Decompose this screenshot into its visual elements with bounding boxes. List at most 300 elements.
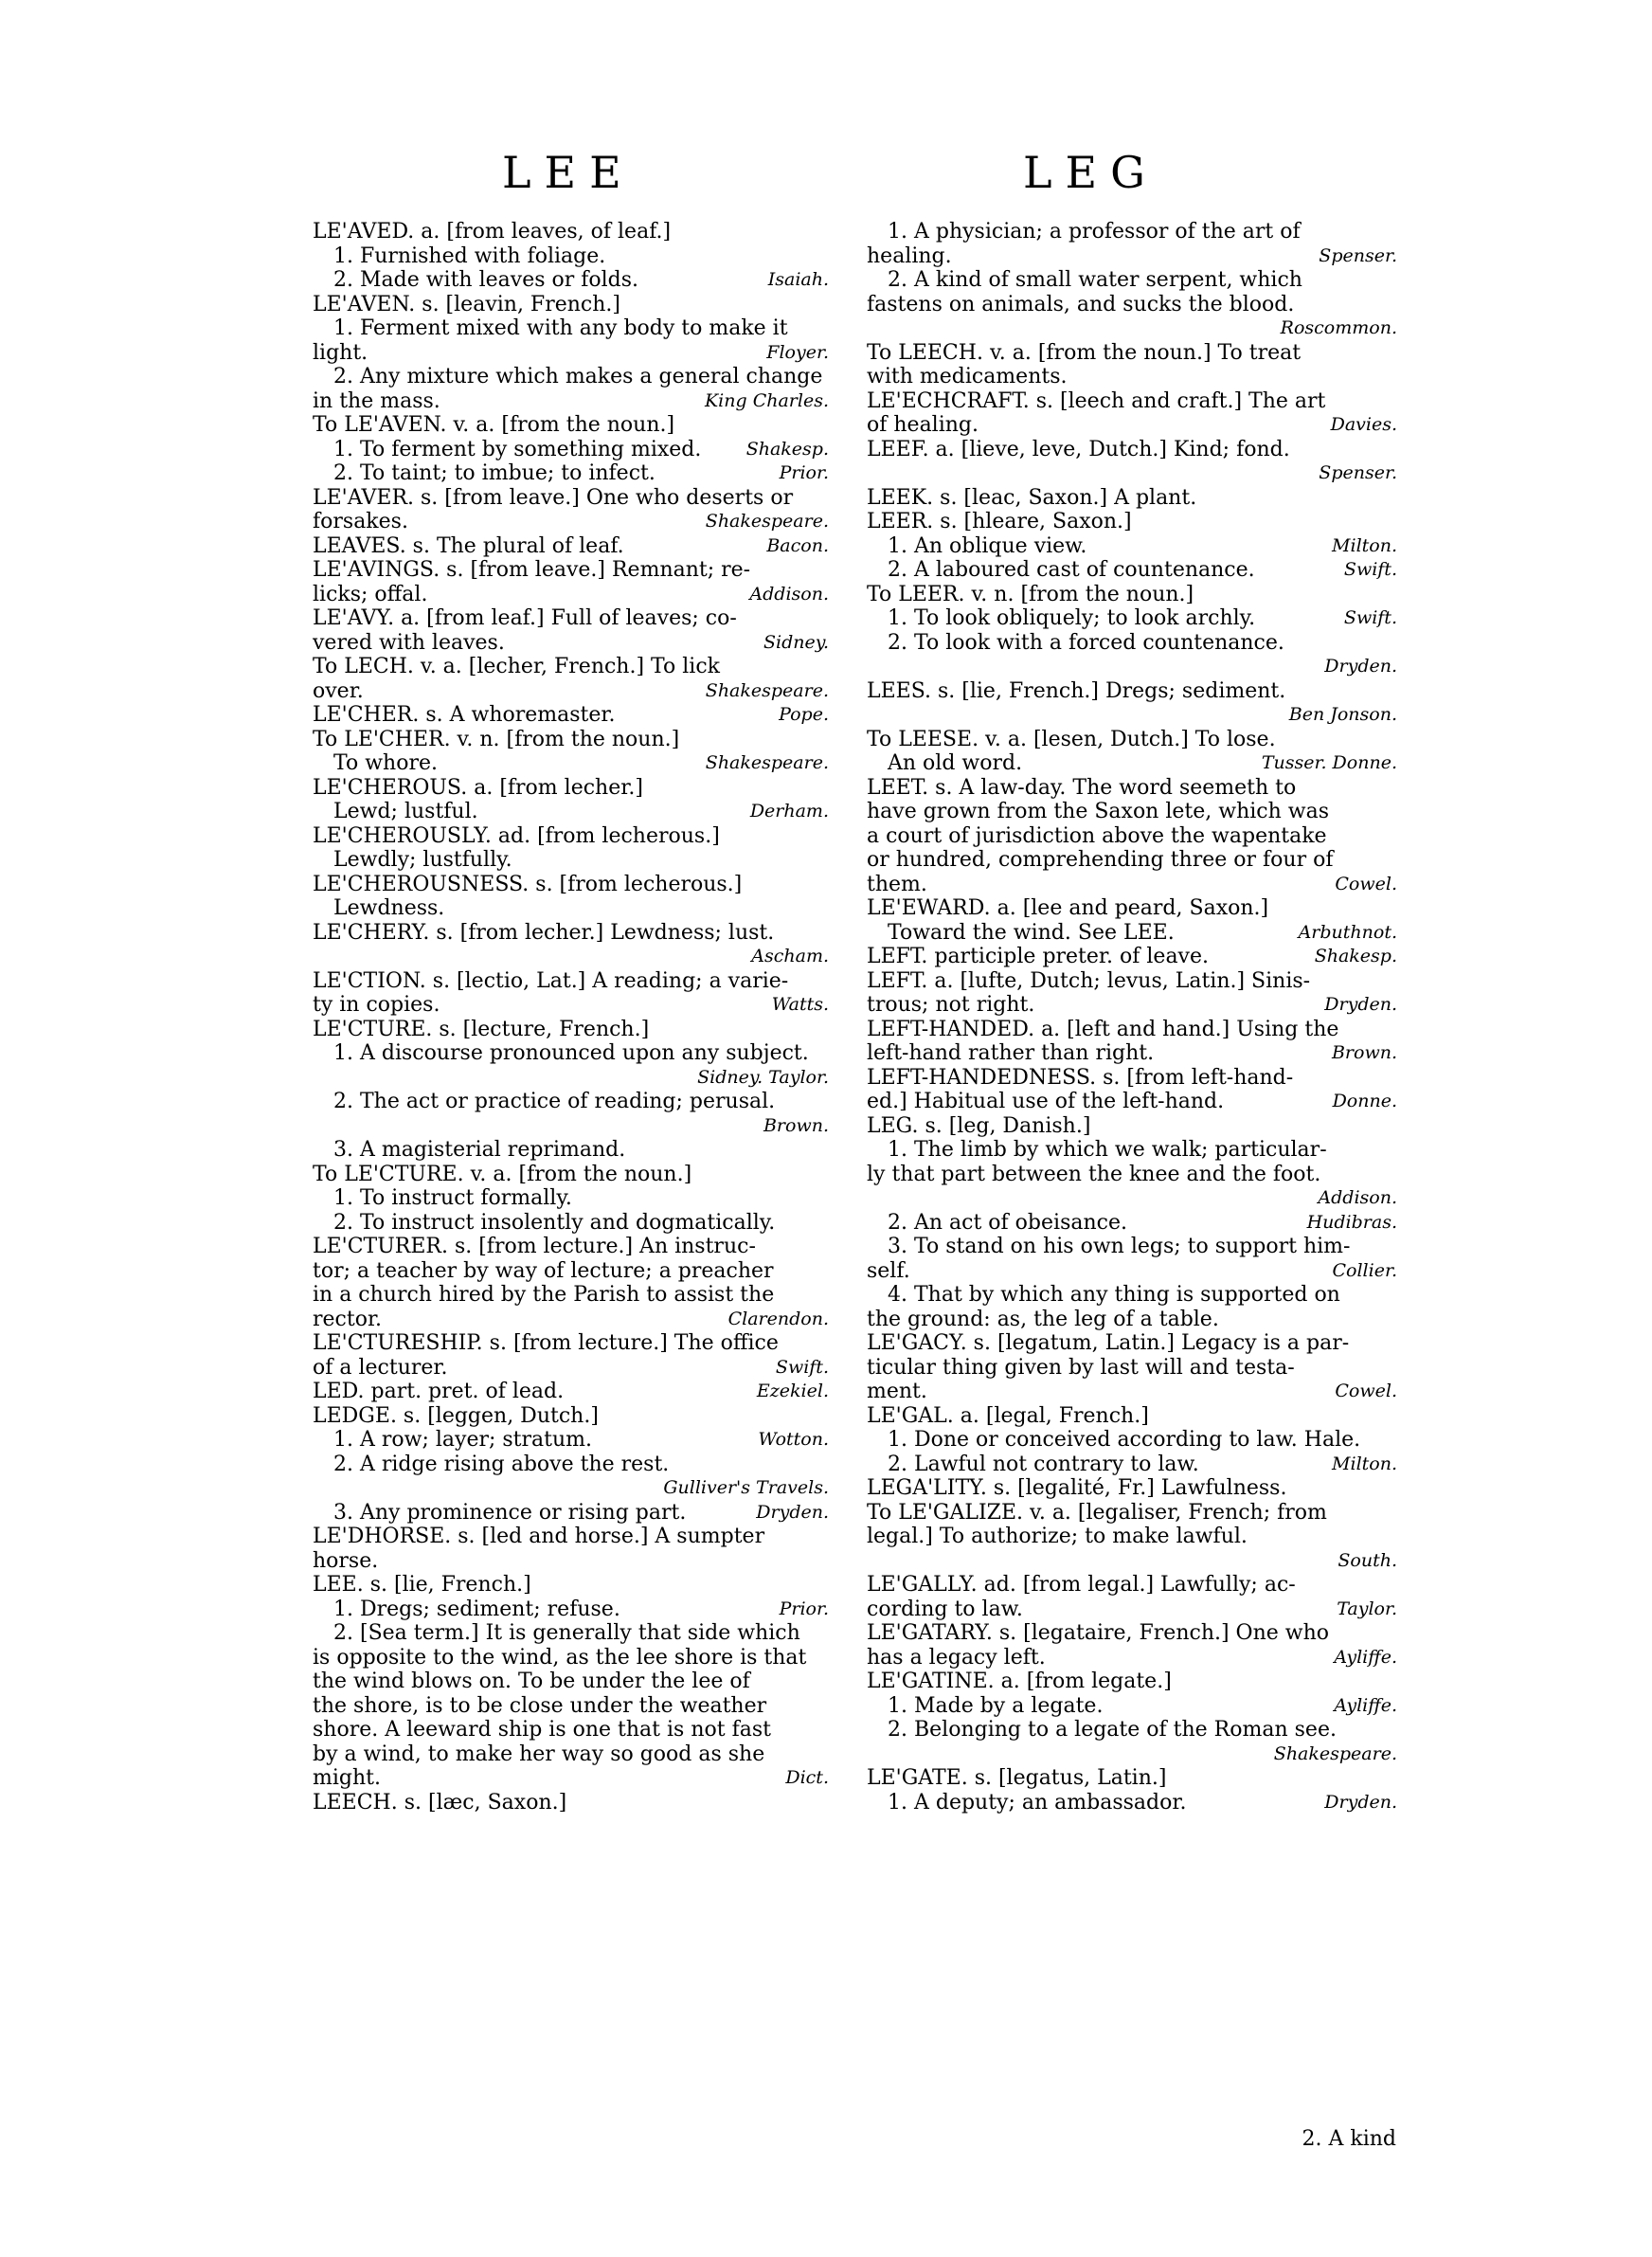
dictionary-line (867, 341, 1397, 366)
entry-text: ment. (867, 1380, 927, 1403)
dictionary-line (867, 1476, 1397, 1501)
entry-text: LE'CTION. s. [lectio, Lat.] A reading; a varie- (313, 968, 789, 993)
entry-text: them. (867, 872, 927, 896)
dictionary-line (867, 800, 1397, 824)
entry-text: LE'CTURER. s. [from lecture.] An instruc- (313, 1235, 756, 1258)
dictionary-line (867, 293, 1397, 317)
entry-text: vered with leaves. (313, 630, 505, 655)
entry-text: LE'AVINGS. s. [from leave.] Remnant; re- (313, 558, 751, 582)
dictionary-line (313, 1525, 829, 1549)
dictionary-line (867, 1041, 1397, 1066)
dictionary-line (313, 1163, 829, 1187)
dictionary-line (867, 1428, 1397, 1453)
citation-source: Floyer. (766, 341, 829, 363)
entry-text: Lewdly; lustfully. (333, 848, 512, 872)
entry-text: 1. A deputy; an ambassador. (888, 1790, 1187, 1815)
entry-text: LED. part. pret. of lead. (313, 1380, 565, 1403)
dictionary-line (867, 679, 1397, 704)
dictionary-line (313, 1211, 829, 1236)
entry-text: LE'AVED. a. [from leaves, of leaf.] (313, 220, 672, 244)
dictionary-line (867, 1018, 1397, 1042)
citation-source: Donne. (1332, 1091, 1397, 1111)
dictionary-line (313, 873, 829, 897)
entry-text: LEFT-HANDEDNESS. s. [from left-hand- (867, 1065, 1294, 1090)
dictionary-line (313, 389, 829, 414)
dictionary-line (867, 1501, 1397, 1526)
dictionary-line (867, 316, 1397, 341)
citation-source: Pope. (779, 704, 829, 725)
entry-text: have grown from the Saxon lete, which was (867, 800, 1330, 823)
dictionary-line (867, 1186, 1397, 1211)
entry-text: LEDGE. s. [leggen, Dutch.] (313, 1403, 599, 1428)
entry-text: or hundred, comprehending three or four of (867, 848, 1334, 872)
dictionary-line (313, 558, 829, 583)
left-column (313, 220, 829, 1815)
entry-text: 2. Lawful not contrary to law. (888, 1452, 1199, 1476)
dictionary-line (867, 1718, 1397, 1742)
entry-text: 2. An act of obeisance. (888, 1210, 1127, 1235)
dictionary-line (313, 1501, 829, 1526)
citation-source: Brown. (1331, 1042, 1397, 1063)
entry-text: LE'CTURE. s. [lecture, French.] (313, 1017, 650, 1041)
entry-text: To whore. (333, 751, 438, 775)
dictionary-line (867, 558, 1397, 583)
entry-text: LEEK. s. [leac, Saxon.] A plant. (867, 485, 1197, 510)
dictionary-line (313, 631, 829, 656)
dictionary-line (313, 1476, 829, 1501)
citation-source: Sidney. (763, 631, 829, 653)
citation-source: Hudibras. (1306, 1211, 1397, 1233)
entry-text: 1. To ferment by something mixed. (333, 437, 702, 461)
entry-text: 1. The limb by which we walk; particular- (888, 1138, 1327, 1162)
dictionary-line (313, 993, 829, 1018)
dictionary-line (313, 1066, 829, 1091)
dictionary-line (313, 534, 829, 559)
dictionary-line (867, 1283, 1397, 1308)
dictionary-line (313, 1598, 829, 1622)
dictionary-line (867, 655, 1397, 679)
entry-text: LE'GATARY. s. [legataire, French.] One who (867, 1621, 1330, 1645)
entry-text: LEFT. participle preter. of leave. (867, 945, 1210, 968)
citation-source: Watts. (771, 994, 829, 1015)
dictionary-line (867, 534, 1397, 559)
dictionary-line (313, 1018, 829, 1042)
entry-text: To LECH. v. a. [lecher, French.] To lick (313, 655, 720, 678)
dictionary-line (867, 1646, 1397, 1670)
catchword: 2. A kind (1302, 2127, 1396, 2151)
dictionary-line (313, 1428, 829, 1453)
entry-text: To LE'CTURE. v. a. [from the noun.] (313, 1162, 692, 1186)
citation-source: Cowel. (1335, 873, 1397, 894)
dictionary-line (313, 583, 829, 607)
dictionary-line (313, 679, 829, 704)
dictionary-line (867, 1549, 1397, 1574)
entry-text: trous; not right. (867, 993, 1035, 1017)
entry-text: in the mass. (313, 388, 440, 413)
dictionary-line (867, 1138, 1397, 1163)
citation-source: Sidney. Taylor. (697, 1066, 829, 1088)
entry-text: To LEESE. v. a. [lesen, Dutch.] To lose. (867, 727, 1276, 751)
dictionary-line (313, 1766, 829, 1791)
citation-source: Swift. (1343, 559, 1397, 580)
entry-text: To LE'GALIZE. v. a. [legaliser, French; from (867, 1500, 1327, 1525)
dictionary-line (867, 703, 1397, 728)
dictionary-line (867, 1114, 1397, 1139)
entry-text: ty in copies. (313, 993, 440, 1017)
entry-text: LEET. s. A law-day. The word seemeth to (867, 775, 1297, 800)
dictionary-line (867, 1598, 1397, 1622)
entry-text: LE'CTURESHIP. s. [from lecture.] The office (313, 1331, 779, 1355)
entry-text: LE'CHEROUS. a. [from lecher.] (313, 775, 643, 800)
entry-text: light. (313, 340, 368, 365)
citation-source: Tusser. Donne. (1261, 752, 1397, 773)
entry-text: LEEF. a. [lieve, leve, Dutch.] Kind; fond. (867, 437, 1290, 461)
citation-source: Clarendon. (727, 1308, 829, 1329)
entry-text: shore. A leeward ship is one that is not fast (313, 1718, 771, 1742)
dictionary-line (313, 1356, 829, 1381)
entry-text: Toward the wind. See LEE. (888, 920, 1175, 945)
entry-text: LE'CHEROUSNESS. s. [from lecherous.] (313, 872, 743, 896)
entry-text: LEE. s. [lie, French.] (313, 1573, 531, 1597)
entry-text: Lewd; lustful. (333, 800, 478, 823)
dictionary-line (867, 365, 1397, 389)
dictionary-line (867, 244, 1397, 269)
citation-source: Shakesp. (1314, 946, 1397, 966)
entry-text: horse. (313, 1548, 379, 1573)
dictionary-line (313, 728, 829, 752)
citation-source: Ascham. (751, 946, 829, 966)
citation-source: Isaiah. (767, 269, 829, 290)
entry-text: 2. Any mixture which makes a general change (333, 365, 823, 388)
entry-text: 2. Belonging to a legate of the Roman see. (888, 1718, 1337, 1742)
entry-text: self. (867, 1258, 910, 1283)
entry-text: An old word. (888, 751, 1023, 775)
entry-text: LEGA'LITY. s. [legalité, Fr.] Lawfulness. (867, 1476, 1287, 1500)
citation-source: Milton. (1332, 534, 1397, 556)
entry-text: ly that part between the knee and the foot. (867, 1162, 1321, 1186)
entry-text: To LE'AVEN. v. a. [from the noun.] (313, 413, 675, 437)
dictionary-line (867, 1694, 1397, 1719)
dictionary-line (313, 1331, 829, 1356)
entry-text: LE'AVY. a. [from leaf.] Full of leaves; co- (313, 606, 737, 630)
citation-source: Dict. (785, 1767, 829, 1788)
dictionary-line (867, 631, 1397, 656)
dictionary-line (313, 1453, 829, 1477)
entry-text: 3. A magisterial reprimand. (333, 1138, 626, 1162)
dictionary-line (867, 896, 1397, 921)
dictionary-line (313, 1308, 829, 1332)
dictionary-line (867, 486, 1397, 511)
citation-source: Arbuthnot. (1298, 921, 1397, 943)
citation-source: Bacon. (766, 534, 829, 556)
entry-text: 2. [Sea term.] It is generally that side which (333, 1621, 800, 1645)
dictionary-line (313, 1670, 829, 1694)
entry-text: the ground: as, the leg of a table. (867, 1307, 1219, 1331)
citation-source: Ben Jonson. (1288, 704, 1397, 725)
dictionary-line (313, 220, 829, 244)
entry-text: 3. Any prominence or rising part. (333, 1500, 687, 1525)
dictionary-line (313, 244, 829, 269)
citation-source: Brown. (763, 1114, 829, 1136)
dictionary-line (867, 993, 1397, 1018)
entry-text: 1. Done or conceived according to law. Hale. (888, 1428, 1361, 1452)
dictionary-line (313, 316, 829, 341)
entry-text: has a legacy left. (867, 1645, 1046, 1670)
entry-text: 2. To taint; to imbue; to infect. (333, 461, 655, 485)
entry-text: LE'GACY. s. [legatum, Latin.] Legacy is a par- (867, 1331, 1350, 1355)
dictionary-line (867, 1066, 1397, 1091)
citation-source: Addison. (749, 583, 829, 605)
dictionary-line (313, 413, 829, 438)
dictionary-line (313, 268, 829, 293)
citation-source: Shakespeare. (705, 511, 829, 532)
entry-text: 2. To instruct insolently and dogmatically. (333, 1210, 776, 1235)
dictionary-line (867, 438, 1397, 462)
dictionary-line (867, 824, 1397, 849)
entry-text: LE'CHERY. s. [from lecher.] Lewdness; lust. (313, 920, 775, 945)
citation-source: Dryden. (1324, 994, 1397, 1015)
dictionary-line (313, 486, 829, 511)
dictionary-line (867, 1766, 1397, 1791)
dictionary-line (313, 606, 829, 631)
dictionary-line (313, 438, 829, 462)
citation-source: Prior. (779, 1598, 829, 1619)
dictionary-line (867, 1235, 1397, 1259)
dictionary-line (867, 1259, 1397, 1284)
dictionary-line (867, 1356, 1397, 1381)
citation-source: South. (1338, 1549, 1397, 1571)
citation-source: Dryden. (756, 1501, 829, 1523)
dictionary-line (867, 1525, 1397, 1549)
citation-source: Shakesp. (745, 438, 829, 460)
right-column (867, 220, 1397, 1815)
entry-text: is opposite to the wind, as the lee shore is that (313, 1645, 807, 1670)
entry-text: LEECH. s. [læc, Saxon.] (313, 1790, 567, 1815)
entry-text: LEAVES. s. The plural of leaf. (313, 533, 624, 558)
citation-source: Wotton. (758, 1429, 829, 1450)
dictionary-line (313, 1742, 829, 1767)
dictionary-line (313, 1621, 829, 1646)
citation-source: Shakespeare. (705, 679, 829, 701)
entry-text: 1. Dregs; sediment; refuse. (333, 1597, 620, 1621)
entry-text: 1. To look obliquely; to look archly. (888, 606, 1256, 630)
entry-text: 2. A ridge rising above the rest. (333, 1452, 670, 1476)
entry-text: 2. To look with a forced countenance. (888, 630, 1284, 655)
citation-source: Ezekiel. (756, 1381, 829, 1401)
citation-source: Ayliffe. (1334, 1694, 1397, 1716)
entry-text: LE'GATE. s. [legatus, Latin.] (867, 1766, 1167, 1790)
dictionary-line (867, 1742, 1397, 1767)
dictionary-line (313, 896, 829, 921)
entry-text: might. (313, 1766, 381, 1790)
dictionary-line (313, 1138, 829, 1163)
entry-text: in a church hired by the Parish to assist the (313, 1283, 775, 1307)
entry-text: over. (313, 678, 364, 703)
entry-text: 2. Made with leaves or folds. (333, 268, 639, 292)
dictionary-line (867, 969, 1397, 994)
entry-text: LE'ECHCRAFT. s. [leech and craft.] The art (867, 388, 1326, 413)
entry-text: 3. To stand on his own legs; to support him- (888, 1235, 1351, 1258)
dictionary-line (867, 776, 1397, 801)
dictionary-line (867, 945, 1397, 969)
dictionary-line (313, 461, 829, 486)
entry-text: LEG. s. [leg, Danish.] (867, 1113, 1091, 1138)
dictionary-line (313, 1646, 829, 1670)
dictionary-line (313, 1041, 829, 1066)
citation-source: King Charles. (704, 389, 829, 411)
entry-text: 1. Furnished with foliage. (333, 244, 606, 268)
dictionary-line (313, 1549, 829, 1574)
dictionary-line (313, 1380, 829, 1404)
citation-source: Dryden. (1324, 656, 1397, 677)
citation-source: Davies. (1330, 414, 1397, 435)
entry-text: legal.] To authorize; to make lawful. (867, 1525, 1248, 1548)
citation-source: Roscommon. (1280, 317, 1397, 338)
entry-text: LE'GATINE. a. [from legate.] (867, 1670, 1172, 1693)
entry-text: Lewdness. (333, 896, 445, 920)
dictionary-line (313, 921, 829, 946)
citation-source: Prior. (779, 462, 829, 483)
dictionary-line (867, 873, 1397, 897)
citation-source: Swift. (775, 1356, 829, 1378)
citation-source: Derham. (749, 801, 829, 822)
dictionary-line (867, 1453, 1397, 1477)
dictionary-line (313, 776, 829, 801)
dictionary-line (867, 1404, 1397, 1429)
entry-text: LE'GAL. a. [legal, French.] (867, 1403, 1149, 1428)
entry-text: with medicaments. (867, 365, 1068, 388)
entry-text: LE'AVER. s. [from leave.] One who deserts or (313, 485, 794, 510)
dictionary-line (867, 921, 1397, 946)
citation-source: Spenser. (1319, 244, 1397, 266)
entry-text: healing. (867, 244, 952, 268)
entry-text: 1. A physician; a professor of the art of (888, 220, 1301, 244)
citation-source: Ayliffe. (1334, 1646, 1397, 1668)
dictionary-line (867, 1211, 1397, 1236)
entry-text: a court of jurisdiction above the wapentake (867, 823, 1327, 848)
dictionary-line (867, 268, 1397, 293)
dictionary-line (867, 510, 1397, 534)
entry-text: 1. Made by a legate. (888, 1693, 1104, 1718)
dictionary-line (867, 220, 1397, 244)
dictionary-line (313, 1718, 829, 1742)
entry-text: the shore, is to be close under the weather (313, 1693, 767, 1718)
entry-text: 4. That by which any thing is supported on (888, 1283, 1340, 1307)
citation-source: Shakespeare. (1273, 1742, 1397, 1764)
entry-text: 1. A row; layer; stratum. (333, 1428, 593, 1452)
entry-text: LE'DHORSE. s. [led and horse.] A sumpter (313, 1525, 765, 1548)
citation-source: Milton. (1332, 1453, 1397, 1474)
entry-text: licks; offal. (313, 582, 428, 606)
entry-text: LE'AVEN. s. [leavin, French.] (313, 292, 620, 316)
entry-text: LEES. s. [lie, French.] Dregs; sediment. (867, 678, 1286, 703)
dictionary-line (867, 1380, 1397, 1404)
dictionary-line (867, 583, 1397, 607)
dictionary-line (313, 341, 829, 366)
entry-text: LEFT. a. [lufte, Dutch; levus, Latin.] Sinis- (867, 968, 1311, 993)
entry-text: 2. A laboured cast of countenance. (888, 558, 1255, 582)
citation-source: Collier. (1332, 1259, 1397, 1281)
entry-text: 2. A kind of small water serpent, which (888, 268, 1302, 292)
citation-source: Spenser. (1319, 462, 1397, 483)
entry-text: of healing. (867, 413, 979, 437)
dictionary-line (867, 606, 1397, 631)
entry-text: 1. A discourse pronounced upon any subject. (333, 1041, 809, 1065)
dictionary-line (313, 969, 829, 994)
running-head-left: LEE (502, 147, 635, 198)
dictionary-line (313, 945, 829, 969)
entry-text: ticular thing given by last will and testa- (867, 1355, 1295, 1380)
dictionary-line (867, 1573, 1397, 1598)
entry-text: LE'EWARD. a. [lee and peard, Saxon.] (867, 896, 1269, 920)
citation-source: Shakespeare. (705, 752, 829, 773)
dictionary-line (867, 1331, 1397, 1356)
entry-text: forsakes. (313, 510, 408, 533)
dictionary-line (867, 1791, 1397, 1815)
dictionary-line (313, 1259, 829, 1284)
dictionary-line (313, 848, 829, 873)
dictionary-line (313, 1114, 829, 1139)
dictionary-line (313, 800, 829, 824)
dictionary-line (313, 1694, 829, 1719)
entry-text: LE'CHEROUSLY. ad. [from lecherous.] (313, 823, 720, 848)
dictionary-line (313, 1090, 829, 1114)
dictionary-line (867, 1621, 1397, 1646)
dictionary-line (313, 510, 829, 534)
entry-text: 2. The act or practice of reading; perusal. (333, 1090, 776, 1113)
entry-text: LE'GALLY. ad. [from legal.] Lawfully; ac- (867, 1573, 1296, 1597)
dictionary-line (867, 389, 1397, 414)
dictionary-line (313, 293, 829, 317)
citation-source: Taylor. (1337, 1598, 1397, 1619)
entry-text: To LEECH. v. a. [from the noun.] To treat (867, 340, 1302, 365)
dictionary-line (313, 1186, 829, 1211)
entry-text: LEFT-HANDED. a. [left and hand.] Using the (867, 1017, 1339, 1041)
dictionary-line (867, 461, 1397, 486)
citation-source: Gulliver's Travels. (663, 1477, 829, 1498)
entry-text: ed.] Habitual use of the left-hand. (867, 1090, 1225, 1113)
dictionary-line (313, 1235, 829, 1259)
dictionary-line (313, 365, 829, 389)
dictionary-line (313, 1404, 829, 1429)
dictionary-line (313, 1573, 829, 1598)
dictionary-line (313, 1283, 829, 1308)
dictionary-line (867, 1090, 1397, 1114)
entry-text: 1. Ferment mixed with any body to make it (333, 316, 788, 340)
entry-text: cording to law. (867, 1597, 1023, 1621)
dictionary-line (867, 751, 1397, 776)
entry-text: To LEER. v. n. [from the noun.] (867, 582, 1194, 606)
citation-source: Dryden. (1324, 1791, 1397, 1813)
entry-text: left-hand rather than right. (867, 1041, 1155, 1065)
dictionary-line (867, 413, 1397, 438)
entry-text: the wind blows on. To be under the lee of (313, 1670, 750, 1693)
dictionary-line (867, 1670, 1397, 1694)
dictionary-line (313, 1791, 829, 1815)
dictionary-line (313, 824, 829, 849)
dictionary-line (867, 1163, 1397, 1187)
running-head-right: LEG (1023, 147, 1158, 198)
entry-text: LEER. s. [hleare, Saxon.] (867, 510, 1132, 533)
dictionary-line (313, 751, 829, 776)
dictionary-line (867, 848, 1397, 873)
entry-text: 1. An oblique view. (888, 533, 1087, 558)
dictionary-line (313, 655, 829, 679)
entry-text: tor; a teacher by way of lecture; a preacher (313, 1258, 774, 1283)
entry-text: rector. (313, 1307, 383, 1331)
citation-source: Addison. (1318, 1187, 1397, 1208)
entry-text: To LE'CHER. v. n. [from the noun.] (313, 727, 680, 751)
